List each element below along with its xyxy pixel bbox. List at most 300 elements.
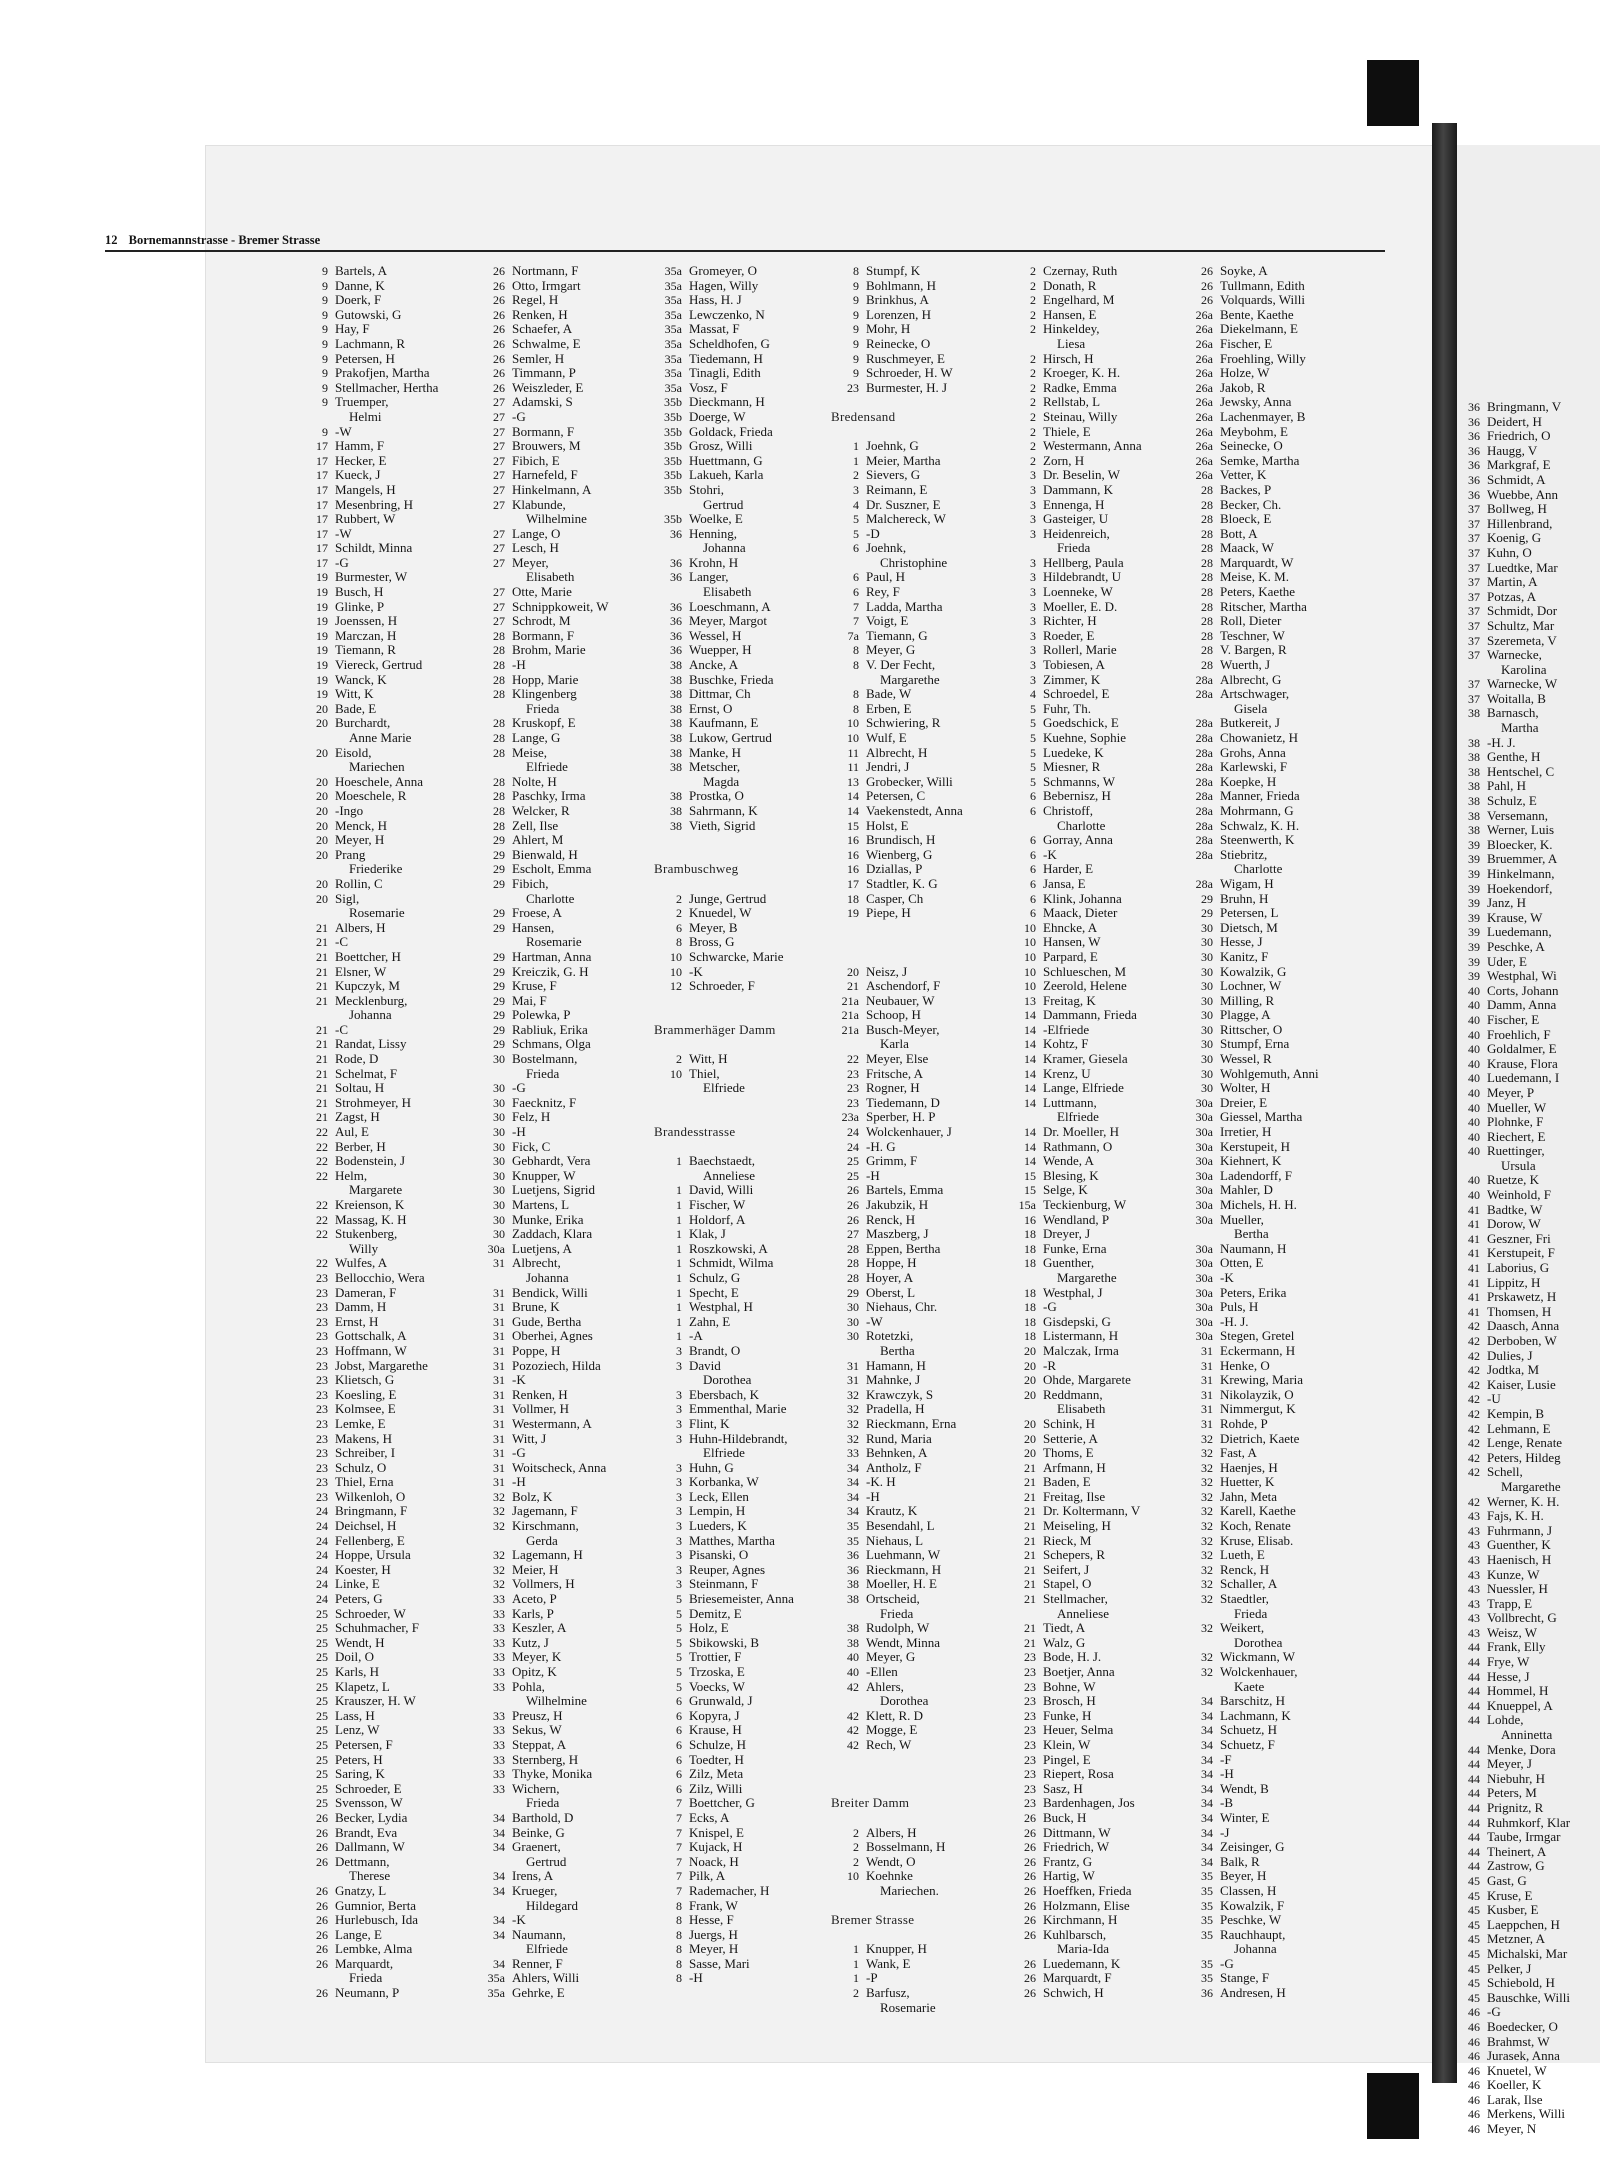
listing-entry bbox=[654, 702, 829, 717]
listing-entry bbox=[1008, 1855, 1183, 1870]
house-number: 9 bbox=[322, 380, 328, 395]
resident-name: Ahlers, bbox=[866, 1678, 904, 1694]
resident-name: Prskawetz, H bbox=[1487, 1289, 1557, 1305]
resident-name: Neisz, J bbox=[866, 963, 908, 979]
listing-entry bbox=[1463, 1670, 1570, 1685]
house-number: 29 bbox=[493, 862, 505, 877]
resident-name: Naumann, bbox=[512, 1926, 566, 1942]
listing-entry bbox=[1008, 1767, 1183, 1782]
street-heading: Brammerhäger Damm bbox=[654, 1021, 776, 1037]
listing-entry bbox=[1008, 687, 1183, 702]
listing-entry bbox=[831, 1213, 1006, 1228]
resident-name: Schultz, Mar bbox=[1487, 617, 1555, 633]
listing-entry bbox=[1185, 1694, 1360, 1709]
house-number: 25 bbox=[316, 1621, 328, 1636]
house-number: 7 bbox=[676, 1854, 682, 1869]
listing-entry bbox=[300, 1767, 475, 1782]
house-number: 8 bbox=[853, 643, 859, 658]
house-number: 23 bbox=[316, 1460, 328, 1475]
resident-name: Ennenga, H bbox=[1043, 496, 1105, 512]
listing-entry bbox=[477, 1373, 652, 1388]
resident-name: Dallmann, W bbox=[335, 1839, 405, 1855]
house-number: 7 bbox=[676, 1869, 682, 1884]
resident-name: Ladendorff, F bbox=[1220, 1167, 1292, 1183]
listing-entry bbox=[1008, 1256, 1183, 1271]
house-number: 28 bbox=[493, 774, 505, 789]
resident-name: Vollmer, H bbox=[512, 1401, 570, 1417]
house-number: 31 bbox=[1201, 1358, 1213, 1373]
listing-entry bbox=[654, 1592, 829, 1607]
listing-entry bbox=[831, 804, 1006, 819]
house-number: 38 bbox=[1468, 794, 1480, 809]
listing-entry bbox=[1185, 366, 1360, 381]
house-number: 38 bbox=[1468, 779, 1480, 794]
listing-entry bbox=[1463, 1801, 1570, 1816]
listing-entry bbox=[1463, 838, 1570, 853]
listing-gap bbox=[831, 1782, 1006, 1797]
resident-name: Jagemann, F bbox=[512, 1503, 578, 1519]
house-number: 36 bbox=[1468, 443, 1480, 458]
resident-name: Warnecke, bbox=[1487, 647, 1542, 663]
listing-entry bbox=[1463, 1495, 1570, 1510]
listing-entry bbox=[300, 1577, 475, 1592]
listing-entry bbox=[477, 1811, 652, 1826]
resident-name: Ladda, Martha bbox=[866, 598, 943, 614]
listing-entry bbox=[1008, 1373, 1183, 1388]
listing-entry bbox=[1185, 1723, 1360, 1738]
listing-entry bbox=[300, 1811, 475, 1826]
house-number: 34 bbox=[1201, 1723, 1213, 1738]
listing-entry bbox=[1008, 1694, 1183, 1709]
house-number: 28 bbox=[1201, 628, 1213, 643]
listing-entry bbox=[1185, 833, 1360, 848]
house-number: 21 bbox=[316, 1110, 328, 1125]
listing-entry bbox=[831, 264, 1006, 279]
house-number: 22 bbox=[316, 1256, 328, 1271]
resident-name: Antholz, F bbox=[866, 1459, 922, 1475]
house-number: 23 bbox=[1024, 1665, 1036, 1679]
house-number: 32 bbox=[1201, 1519, 1213, 1534]
resident-name: Sperber, H. P bbox=[866, 1109, 936, 1125]
listing-entry bbox=[654, 935, 829, 950]
resident-name: Stapel, O bbox=[1043, 1576, 1092, 1592]
house-number: 26a bbox=[1195, 468, 1213, 483]
house-number: 30 bbox=[1201, 1022, 1213, 1037]
listing-entry bbox=[300, 950, 475, 965]
house-number: 34 bbox=[493, 1883, 505, 1898]
resident-name: Schell, bbox=[1487, 1464, 1523, 1480]
resident-name: Nimmergut, K bbox=[1220, 1401, 1296, 1417]
resident-name: Baden, E bbox=[1043, 1474, 1091, 1490]
listing-gap bbox=[654, 1110, 829, 1125]
listing-entry bbox=[654, 965, 829, 980]
listing-entry bbox=[1008, 1417, 1183, 1432]
house-number: 30 bbox=[493, 1081, 505, 1096]
house-number: 30a bbox=[1195, 1285, 1213, 1300]
house-number: 27 bbox=[493, 395, 505, 410]
house-number: 10 bbox=[847, 731, 859, 745]
house-number: 3 bbox=[1030, 599, 1036, 614]
house-number: 26 bbox=[493, 264, 505, 278]
house-number: 10 bbox=[1024, 949, 1036, 964]
house-number: 30 bbox=[847, 1329, 859, 1344]
resident-name: -H. J. bbox=[1220, 1313, 1249, 1329]
listing-gap bbox=[654, 877, 829, 892]
house-number: 30a bbox=[1195, 1139, 1213, 1154]
listing-entry bbox=[1008, 1680, 1183, 1695]
resident-name: Schaller, A bbox=[1220, 1576, 1278, 1592]
resident-name: Renken, H bbox=[512, 306, 568, 322]
resident-name: Hesse, J bbox=[1220, 934, 1263, 950]
listing-entry bbox=[654, 1884, 829, 1899]
house-number: 14 bbox=[847, 803, 859, 818]
house-number: 45 bbox=[1468, 1873, 1480, 1888]
listing-entry bbox=[1463, 1553, 1570, 1568]
listing-entry bbox=[654, 1329, 829, 1344]
listing-entry bbox=[300, 673, 475, 688]
listing-entry bbox=[831, 585, 1006, 600]
resident-name: Gebhardt, Vera bbox=[512, 1153, 591, 1169]
house-number: 38 bbox=[670, 818, 682, 833]
house-number: 6 bbox=[1030, 803, 1036, 818]
resident-name: Bade, E bbox=[335, 700, 377, 716]
listing-entry bbox=[1185, 877, 1360, 892]
listing-entry bbox=[1185, 921, 1360, 936]
listing-entry bbox=[1008, 1344, 1183, 1359]
listing-entry bbox=[477, 1461, 652, 1476]
resident-name: Graenert, bbox=[512, 1839, 561, 1855]
resident-name: Jurasek, Anna bbox=[1487, 2048, 1560, 2064]
house-number: 3 bbox=[676, 1343, 682, 1358]
listing-entry bbox=[477, 716, 652, 731]
resident-name: Moeller, E. D. bbox=[1043, 598, 1118, 614]
resident-name: Gumnior, Berta bbox=[335, 1897, 417, 1913]
listing-entry bbox=[1463, 1319, 1570, 1334]
house-number: 9 bbox=[853, 336, 859, 351]
listing-entry bbox=[300, 1344, 475, 1359]
house-number: 29 bbox=[493, 833, 505, 848]
house-number: 3 bbox=[676, 1489, 682, 1504]
listing-entry bbox=[654, 366, 829, 381]
listing-entry bbox=[1185, 848, 1360, 863]
resident-name: Fick, C bbox=[512, 1138, 551, 1154]
house-number: 40 bbox=[1468, 1027, 1480, 1042]
listing-entry bbox=[654, 950, 829, 965]
house-number: 35a bbox=[664, 322, 682, 337]
listing-entry bbox=[654, 1621, 829, 1636]
listing-entry bbox=[1185, 1242, 1360, 1257]
house-number: 31 bbox=[493, 1446, 505, 1461]
listing-entry bbox=[654, 1811, 829, 1826]
listing-entry bbox=[300, 337, 475, 352]
house-number: 31 bbox=[493, 1460, 505, 1475]
resident-name: Steppat, A bbox=[512, 1736, 567, 1752]
listing-entry bbox=[831, 293, 1006, 308]
house-number: 26 bbox=[1024, 1883, 1036, 1898]
resident-name: Busch-Meyer, bbox=[866, 1021, 940, 1037]
resident-name: Albrecht, H bbox=[866, 744, 928, 760]
listing-entry bbox=[1463, 2049, 1570, 2064]
house-number: 14 bbox=[1024, 1125, 1036, 1140]
resident-name: Becker, Lydia bbox=[335, 1809, 408, 1825]
listing-gap bbox=[654, 833, 829, 848]
resident-name: Rittscher, O bbox=[1220, 1021, 1283, 1037]
house-number: 3 bbox=[676, 1431, 682, 1446]
resident-name: Rieckmann, Erna bbox=[866, 1415, 957, 1431]
house-number: 40 bbox=[1468, 1056, 1480, 1071]
resident-name: Guenther, K bbox=[1487, 1537, 1551, 1553]
resident-name: Thomsen, H bbox=[1487, 1303, 1552, 1319]
house-number: 9 bbox=[853, 278, 859, 293]
listing-entry bbox=[477, 614, 652, 629]
listing-entry bbox=[477, 1723, 652, 1738]
house-number: 20 bbox=[316, 876, 328, 891]
resident-name: Gertrud bbox=[703, 496, 744, 512]
house-number: 23 bbox=[1024, 1694, 1036, 1709]
page-number: 12 bbox=[105, 233, 118, 247]
resident-name: Pelker, J bbox=[1487, 1960, 1532, 1976]
resident-name: Aul, E bbox=[335, 1124, 369, 1140]
listing-continuation bbox=[1185, 702, 1360, 717]
listing-continuation bbox=[1008, 337, 1183, 352]
listing-entry bbox=[1008, 1052, 1183, 1067]
listing-entry bbox=[477, 994, 652, 1009]
house-number: 25 bbox=[316, 1767, 328, 1782]
resident-name: Ernst, O bbox=[689, 700, 733, 716]
house-number: 2 bbox=[1030, 366, 1036, 381]
listing-entry bbox=[831, 1592, 1006, 1607]
listing-entry bbox=[1185, 1286, 1360, 1301]
house-number: 31 bbox=[1201, 1387, 1213, 1402]
resident-name: Bohlmann, H bbox=[866, 277, 937, 293]
listing-continuation bbox=[477, 1534, 652, 1549]
house-number: 28 bbox=[1201, 482, 1213, 497]
house-number: 33 bbox=[493, 1723, 505, 1738]
resident-name: Puls, H bbox=[1220, 1299, 1259, 1315]
resident-name: Elfriede bbox=[526, 759, 568, 775]
listing-entry bbox=[1463, 809, 1570, 824]
listing-entry bbox=[831, 775, 1006, 790]
listing-entry bbox=[300, 279, 475, 294]
listing-entry bbox=[831, 1723, 1006, 1738]
house-number: 32 bbox=[493, 1548, 505, 1563]
resident-name: Ruetze, K bbox=[1487, 1172, 1539, 1188]
house-number: 30a bbox=[1195, 1300, 1213, 1315]
resident-name: Linke, E bbox=[335, 1576, 380, 1592]
listing-continuation bbox=[654, 585, 829, 600]
resident-name: Meyer, B bbox=[689, 919, 738, 935]
resident-name: Brouwers, M bbox=[512, 438, 581, 454]
resident-name: Stellmacher, Hertha bbox=[335, 379, 439, 395]
resident-name: Schlueschen, M bbox=[1043, 963, 1127, 979]
resident-name: Elisabeth bbox=[526, 569, 575, 585]
resident-name: Frieda bbox=[880, 1605, 914, 1621]
listing-entry bbox=[654, 293, 829, 308]
resident-name: Dorothea bbox=[703, 1372, 752, 1388]
listing-entry bbox=[1008, 1504, 1183, 1519]
house-number: 31 bbox=[1201, 1343, 1213, 1358]
resident-name: Seinecke, O bbox=[1220, 438, 1283, 454]
listing-entry bbox=[300, 629, 475, 644]
house-number: 2 bbox=[1030, 395, 1036, 410]
resident-name: -W bbox=[335, 525, 352, 541]
resident-name: Pohla, bbox=[512, 1678, 545, 1694]
house-number: 23 bbox=[316, 1314, 328, 1329]
listing-entry bbox=[654, 468, 829, 483]
listing-entry bbox=[477, 322, 652, 337]
resident-name: Gerda bbox=[526, 1532, 558, 1548]
resident-name: Brune, K bbox=[512, 1299, 560, 1315]
listing-entry bbox=[1463, 1392, 1570, 1407]
house-number: 36 bbox=[1468, 472, 1480, 487]
resident-name: Hoffmann, W bbox=[335, 1342, 407, 1358]
house-number: 40 bbox=[1468, 1100, 1480, 1115]
house-number: 35a bbox=[664, 307, 682, 322]
house-number: 26 bbox=[493, 351, 505, 366]
listing-entry bbox=[300, 600, 475, 615]
house-number: 2 bbox=[853, 1854, 859, 1869]
resident-name: Hellberg, Paula bbox=[1043, 554, 1124, 570]
resident-name: Prostka, O bbox=[689, 788, 744, 804]
listing-entry bbox=[1008, 1869, 1183, 1884]
listing-entry bbox=[654, 1213, 829, 1228]
listing-entry bbox=[1008, 264, 1183, 279]
house-number: 29 bbox=[493, 964, 505, 979]
listing-entry bbox=[1185, 1971, 1360, 1986]
resident-name: Wuepper, H bbox=[689, 642, 752, 658]
house-number: 26 bbox=[847, 1183, 859, 1198]
resident-name: Hansen, bbox=[512, 919, 555, 935]
house-number: 3 bbox=[1030, 468, 1036, 483]
listing-entry bbox=[1463, 779, 1570, 794]
listing-entry bbox=[1185, 512, 1360, 527]
resident-name: Grunwald, J bbox=[689, 1693, 753, 1709]
resident-name: Charlotte bbox=[526, 890, 575, 906]
resident-name: Frieda bbox=[526, 1065, 560, 1081]
house-number: 40 bbox=[847, 1650, 859, 1665]
house-number: 28 bbox=[1201, 555, 1213, 570]
listing-entry bbox=[1008, 892, 1183, 907]
listing-entry bbox=[1185, 775, 1360, 790]
listing-entry bbox=[1008, 1315, 1183, 1330]
listing-entry bbox=[477, 1650, 652, 1665]
listing-entry bbox=[477, 1621, 652, 1636]
resident-name: Giessel, Martha bbox=[1220, 1109, 1303, 1125]
resident-name: Klingenberg bbox=[512, 686, 577, 702]
house-number: 37 bbox=[1468, 502, 1480, 517]
resident-name: Fuhr, Th. bbox=[1043, 700, 1091, 716]
listing-entry bbox=[831, 687, 1006, 702]
house-number: 20 bbox=[316, 701, 328, 716]
house-number: 42 bbox=[847, 1708, 859, 1723]
resident-name: Becker, Ch. bbox=[1220, 496, 1282, 512]
listing-entry bbox=[300, 527, 475, 542]
listing-entry bbox=[1185, 1154, 1360, 1169]
resident-name: Boettcher, H bbox=[335, 948, 401, 964]
listing-entry bbox=[1463, 1436, 1570, 1451]
listing-entry bbox=[831, 1840, 1006, 1855]
house-number: 3 bbox=[1030, 482, 1036, 497]
house-number: 28 bbox=[493, 643, 505, 658]
resident-name: Fibich, E bbox=[512, 452, 560, 468]
resident-name: Wigam, H bbox=[1220, 875, 1274, 891]
resident-name: Emmenthal, Marie bbox=[689, 1401, 787, 1417]
listing-continuation bbox=[654, 775, 829, 790]
listing-entry bbox=[831, 1140, 1006, 1155]
house-number: 26 bbox=[493, 336, 505, 351]
listing-entry bbox=[831, 498, 1006, 513]
resident-name: Bohne, W bbox=[1043, 1678, 1096, 1694]
house-number: 20 bbox=[316, 891, 328, 906]
listing-entry bbox=[1008, 1840, 1183, 1855]
resident-name: Gorray, Anna bbox=[1043, 832, 1113, 848]
listing-entry bbox=[831, 308, 1006, 323]
resident-name: Karls, H bbox=[335, 1664, 380, 1679]
resident-name: Margarete bbox=[349, 1182, 403, 1198]
listing-continuation bbox=[477, 702, 652, 717]
house-number: 23 bbox=[316, 1329, 328, 1344]
house-number: 25 bbox=[316, 1723, 328, 1738]
listing-gap bbox=[831, 1753, 1006, 1768]
listing-entry bbox=[831, 322, 1006, 337]
listing-entry bbox=[1463, 1363, 1570, 1378]
listing-entry bbox=[477, 1577, 652, 1592]
resident-name: Rech, W bbox=[866, 1736, 912, 1752]
resident-name: Koeller, K bbox=[1487, 2077, 1542, 2093]
resident-name: Truemper, bbox=[335, 394, 389, 410]
house-number: 9 bbox=[853, 307, 859, 322]
listing-entry bbox=[1185, 950, 1360, 965]
listing-entry bbox=[1185, 1081, 1360, 1096]
listing-entry bbox=[1185, 600, 1360, 615]
listing-entry bbox=[1463, 1217, 1570, 1232]
listing-entry bbox=[477, 1432, 652, 1447]
resident-name: Taube, Irmgar bbox=[1487, 1829, 1561, 1845]
resident-name: Kaete bbox=[1234, 1678, 1265, 1694]
house-number: 20 bbox=[316, 803, 328, 818]
house-number: 40 bbox=[1468, 983, 1480, 998]
listing-entry bbox=[300, 1023, 475, 1038]
listing-entry bbox=[1008, 425, 1183, 440]
resident-name: Grosz, Willi bbox=[689, 438, 753, 454]
resident-name: Paul, H bbox=[866, 569, 905, 585]
house-number: 31 bbox=[493, 1314, 505, 1329]
resident-name: Gutowski, G bbox=[335, 306, 402, 322]
listing-entry bbox=[831, 731, 1006, 746]
house-number: 31 bbox=[493, 1358, 505, 1373]
resident-name: Meiseling, H bbox=[1043, 1518, 1111, 1534]
house-number: 33 bbox=[493, 1606, 505, 1621]
house-number: 41 bbox=[1468, 1246, 1480, 1261]
house-number: 14 bbox=[1024, 1066, 1036, 1081]
listing-continuation bbox=[1185, 862, 1360, 877]
resident-name: Sasz, H bbox=[1043, 1780, 1083, 1796]
resident-name: Jendri, J bbox=[866, 759, 910, 775]
resident-name: Lesch, H bbox=[512, 540, 559, 556]
listing-entry bbox=[1463, 823, 1570, 838]
resident-name: Fischer, E bbox=[1487, 1011, 1540, 1027]
resident-name: Luetjens, Sigrid bbox=[512, 1182, 596, 1198]
house-number: 40 bbox=[1468, 1071, 1480, 1086]
house-number: 35b bbox=[664, 482, 682, 497]
resident-name: Hentschel, C bbox=[1487, 763, 1555, 779]
resident-name: Stellmacher, bbox=[1043, 1591, 1108, 1607]
house-number: 32 bbox=[1201, 1621, 1213, 1636]
resident-name: Meyer, J bbox=[1487, 1756, 1532, 1772]
resident-name: Zeerold, Helene bbox=[1043, 978, 1127, 994]
listing-entry bbox=[1008, 804, 1183, 819]
listing-entry bbox=[831, 1519, 1006, 1534]
